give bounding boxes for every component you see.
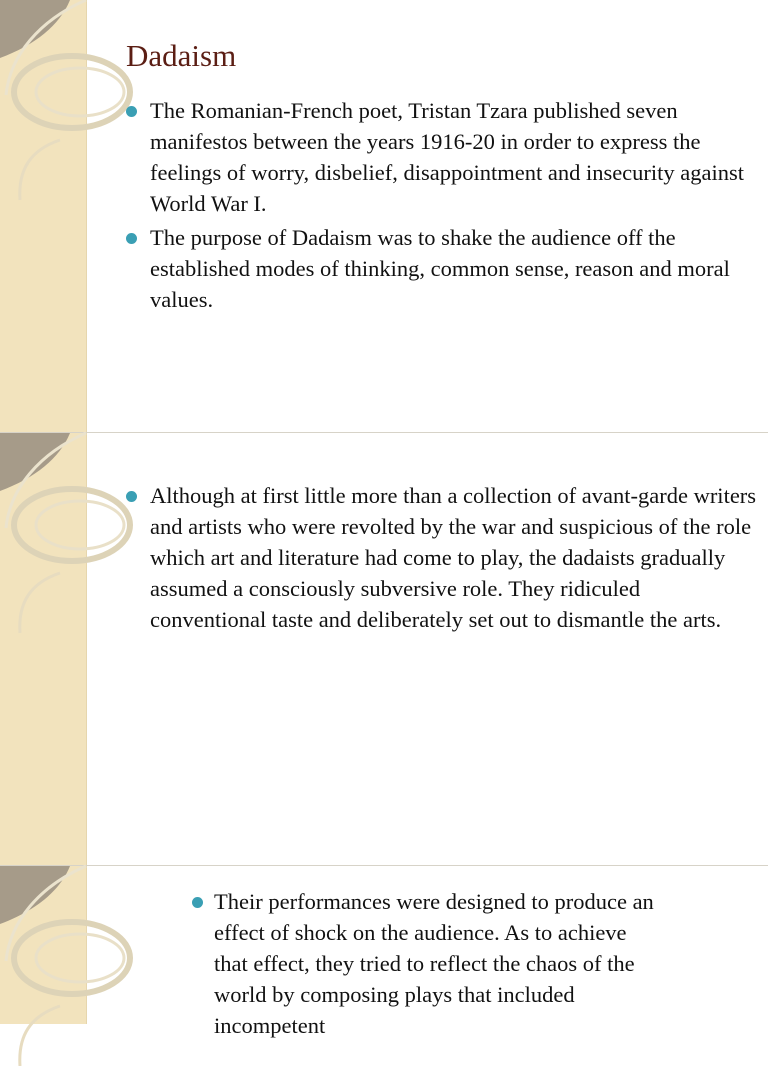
decorative-sidebar: [0, 433, 87, 865]
bullet-text: Their performances were designed to produce an effect of shock on the audience. As to achieve that effect, they tried to reflect the chaos of the world by composing plays that included incompetent: [214, 889, 654, 1038]
bullet-item: [192, 886, 662, 1041]
decorative-sidebar: [0, 0, 87, 432]
swirl-ornament: [0, 0, 86, 200]
bullet-list: [126, 95, 758, 318]
bullet-dot-icon: [126, 233, 137, 244]
slide-2: [0, 433, 768, 865]
bullet-item: [126, 95, 758, 219]
bullet-dot-icon: [126, 106, 137, 117]
bullet-dot-icon: [192, 897, 203, 908]
slide-title: Dadaism: [126, 38, 237, 73]
bullet-dot-icon: [126, 491, 137, 502]
bullet-item: [126, 480, 758, 635]
swirl-ornament: [0, 433, 86, 633]
decorative-sidebar: [0, 866, 87, 1024]
slide-1: [0, 0, 768, 432]
bullet-list: [192, 886, 662, 1044]
slide-3: [0, 866, 768, 1038]
bullet-text: The purpose of Dadaism was to shake the audience off the established modes of thinking, common sense, reason and moral values.: [150, 225, 730, 312]
bullet-text: Although at first little more than a collection of avant-garde writers and artists who were revolted by the war and suspicious of the role which art and literature had come to play, the dadaists gradually assumed a consciously subversive role. They ridiculed conventional taste and deliberately set out to dismantle the arts.: [150, 483, 757, 632]
bullet-text: The Romanian-French poet, Tristan Tzara published seven manifestos between the years 1916-20 in order to express the feelings of worry, disbelief, disappointment and insecurity against World War I.: [150, 98, 745, 216]
bullet-item: [126, 222, 758, 315]
swirl-ornament: [0, 866, 86, 1066]
bullet-list: [126, 480, 758, 638]
